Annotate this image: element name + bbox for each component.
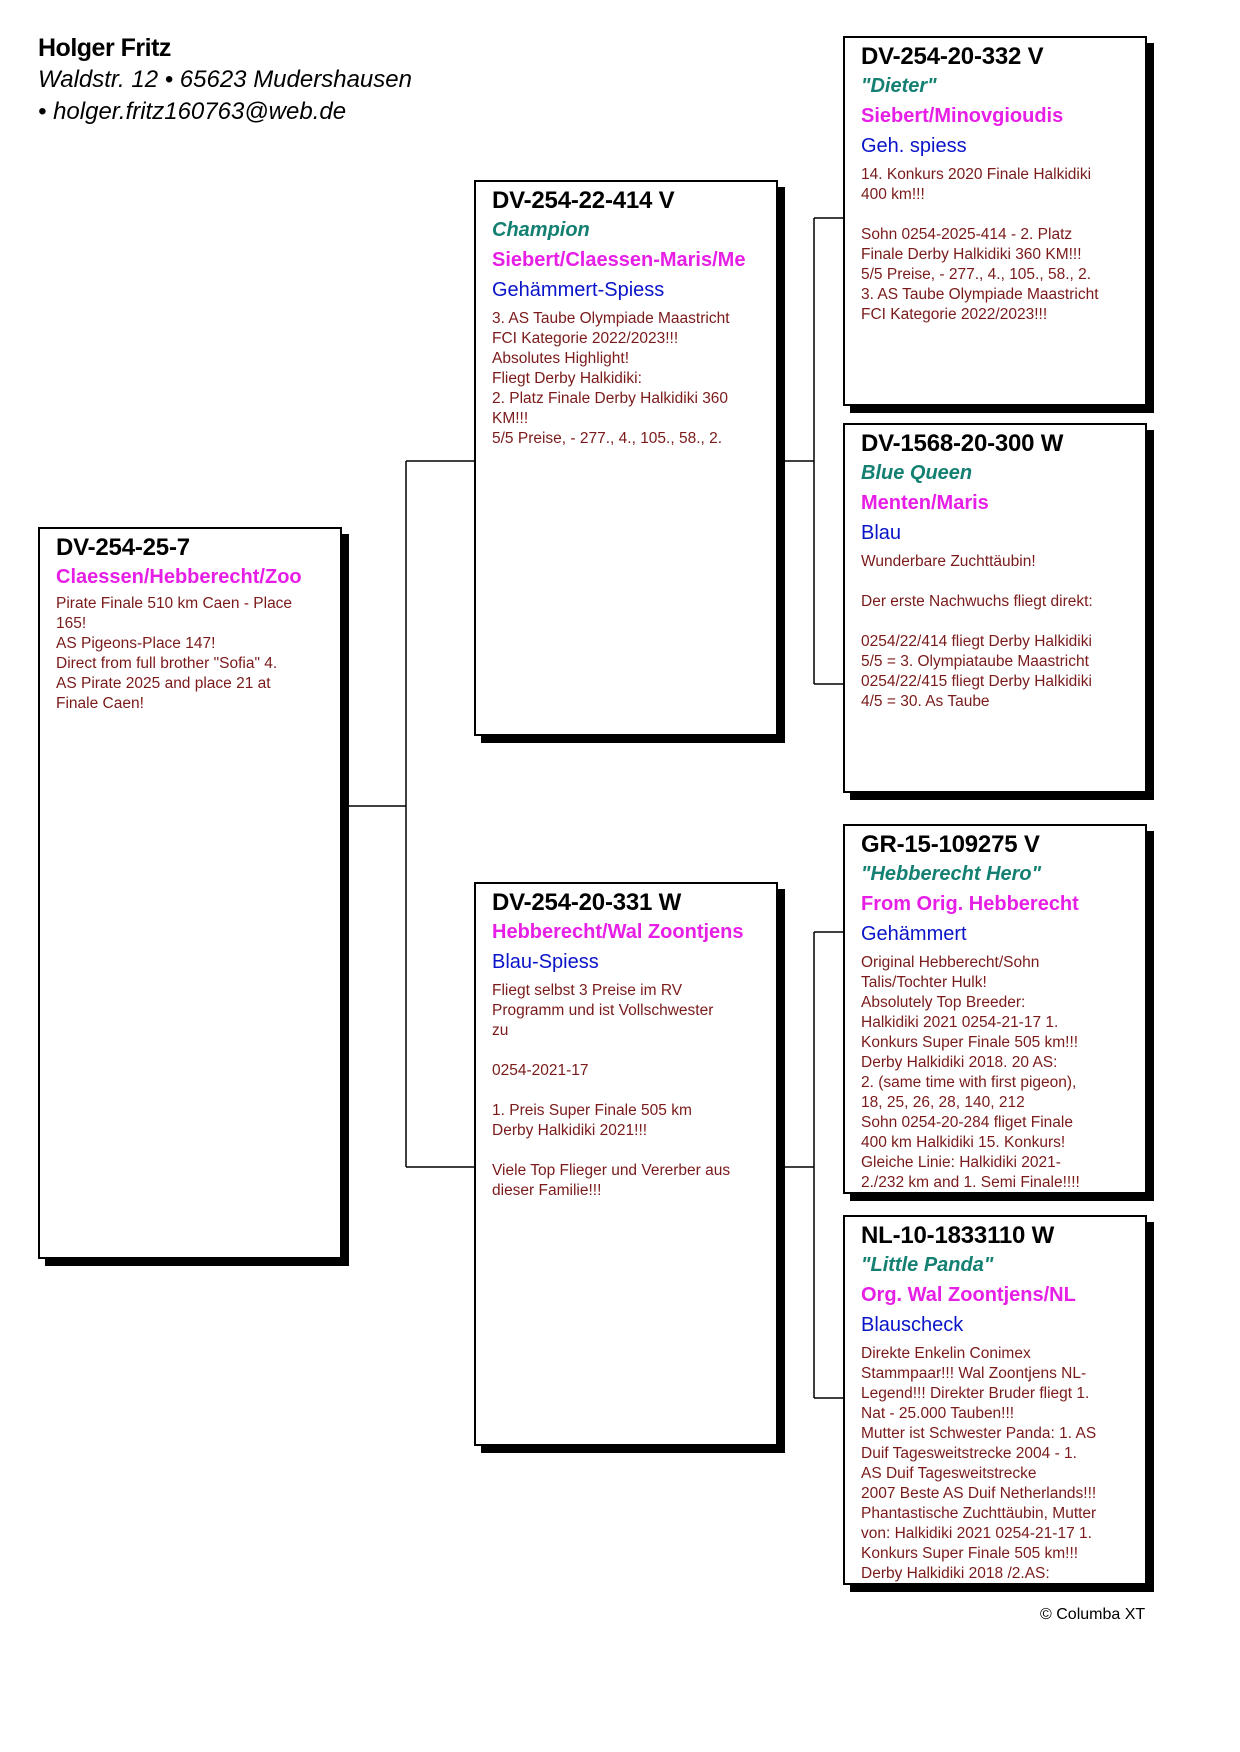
maternal-grandmother-ring-number: NL-10-1833110 W [861,1222,1055,1249]
maternal-grandmother-nickname: "Little Panda" [861,1254,994,1276]
paternal-grandmother-breeder: Menten/Maris [861,492,989,514]
copyright-footer: © Columba XT [1040,1606,1146,1623]
paternal-grandfather-nickname: "Dieter" [861,75,937,97]
paternal-grandfather-breeder: Siebert/Minovgioudis [861,105,1064,127]
mother-breeder: Hebberecht/Wal Zoontjens [492,921,744,943]
paternal-grandmother-notes: Wunderbare Zuchttäubin! Der erste Nachwuchs fliegt direkt: 0254/22/414 fliegt Derby Halkidiki 5/5 = 3. Olympiataube Maastricht 0254/22/415 fliegt Derby Halkidiki 4/5 = 30. As Taube [861,553,1093,710]
mother-color: Blau-Spiess [492,951,599,973]
paternal-grandfather-ring-number: DV-254-20-332 V [861,43,1044,70]
owner-name: Holger Fritz [38,34,171,62]
subject-pigeon-card [38,527,342,1259]
maternal-grandfather-nickname: "Hebberecht Hero" [861,863,1042,885]
paternal-grandmother-color: Blau [861,522,902,544]
maternal-grandfather-ring-number: GR-15-109275 V [861,831,1040,858]
paternal-grandmother-card [843,423,1147,793]
owner-email: • holger.fritz160763@web.de [38,98,347,125]
father-breeder: Siebert/Claessen-Maris/Me [492,249,746,271]
father-pigeon-card [474,180,778,736]
maternal-grandmother-card [843,1215,1147,1585]
father-nickname: Champion [492,219,590,241]
maternal-grandfather-color: Gehämmert [861,923,967,945]
paternal-grandfather-card [843,36,1147,406]
father-color: Gehämmert-Spiess [492,279,665,301]
owner-address: Waldstr. 12 • 65623 Mudershausen [38,66,412,93]
mother-pigeon-card [474,882,778,1446]
paternal-grandmother-ring-number: DV-1568-20-300 W [861,430,1064,457]
maternal-grandmother-color: Blauscheck [861,1314,964,1336]
subject-ring-number: DV-254-25-7 [56,534,190,561]
mother-ring-number: DV-254-20-331 W [492,889,682,916]
father-ring-number: DV-254-22-414 V [492,187,675,214]
subject-breeder: Claessen/Hebberecht/Zoo [56,566,302,588]
mother-notes: Fliegt selbst 3 Preise im RV Programm und ist Vollschwester zu 0254-2021-17 1. Preis Super Finale 505 km Derby Halkidiki 2021!!! Viele Top Flieger und Vererber aus dieser Familie!!! [492,982,731,1199]
subject-notes: Pirate Finale 510 km Caen - Place 165! AS Pigeons-Place 147! Direct from full brother "Sofia" 4. AS Pirate 2025 and place 21 at Finale Caen! [56,595,293,712]
paternal-grandfather-color: Geh. spiess [861,135,967,157]
maternal-grandfather-notes: Original Hebberecht/Sohn Talis/Tochter Hulk! Absolutely Top Breeder: Halkidiki 2021 0254-21-17 1. Konkurs Super Finale 505 km!!! Derby Halkidiki 2018. 20 AS: 2. (same time with first pigeon), 18, 25, 26, 28, 140, 212 Sohn 0254-20-284 fliget Finale 400 km Halkidiki 15. Konkurs! Gleiche Linie: Halkidiki 2021- 2./232 km and 1. Semi Finale!!!! [861,954,1080,1191]
paternal-grandmother-nickname: Blue Queen [861,462,973,484]
paternal-grandfather-notes: 14. Konkurs 2020 Finale Halkidiki 400 km!!! Sohn 0254-2025-414 - 2. Platz Finale Derby Halkidiki 360 KM!!! 5/5 Preise, - 277., 4., 105., 58., 2. 3. AS Taube Olympiade Maastricht FCI Kategorie 2022/2023!!! [861,166,1099,323]
father-notes: 3. AS Taube Olympiade Maastricht FCI Kategorie 2022/2023!!! Absolutes Highlight! Fliegt Derby Halkidiki: 2. Platz Finale Derby Halkidiki 360 KM!!! 5/5 Preise, - 277., 4., 105., 58., 2. [492,310,730,447]
maternal-grandfather-card [843,824,1147,1194]
maternal-grandmother-notes: Direkte Enkelin Conimex Stammpaar!!! Wal Zoontjens NL- Legend!!! Direkter Bruder fliegt 1. Nat - 25.000 Tauben!!! Mutter ist Schwester Panda: 1. AS Duif Tagesweitstrecke 2004 - 1. AS Duif Tagesweitstrecke 2007 Beste AS Duif Netherlands!!! Phantastische Zuchttäubin, Mutter von: Halkidiki 2021 0254-21-17 1. Konkurs Super Finale 505 km!!! Derby Halkidiki 2018 /2.AS: [861,1345,1097,1582]
maternal-grandmother-breeder: Org. Wal Zoontjens/NL [861,1284,1076,1306]
maternal-grandfather-breeder: From Orig. Hebberecht [861,893,1079,915]
